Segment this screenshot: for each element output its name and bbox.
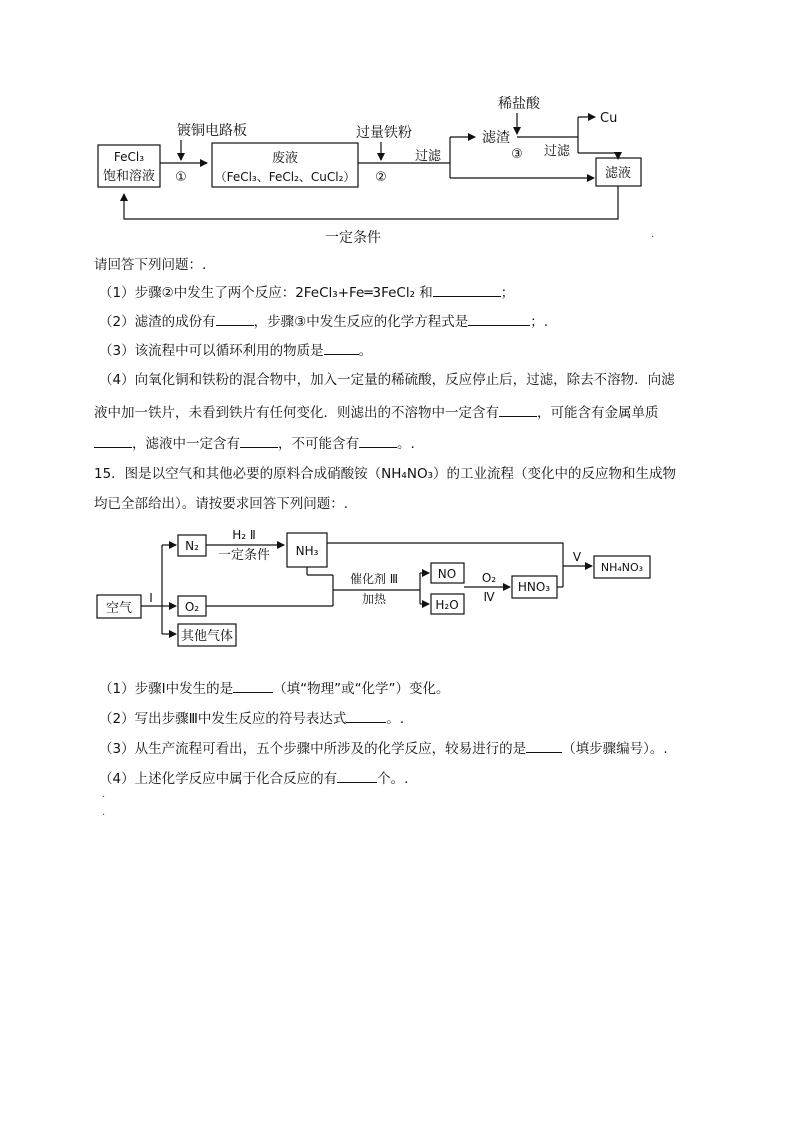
saturated-label: 饱和溶液 xyxy=(102,169,156,184)
q15-part4-end: 个。. xyxy=(377,771,409,787)
answer-blank[interactable] xyxy=(233,680,273,693)
q14-part4-line2-end: ，可能含有金属单质 xyxy=(537,405,659,421)
q14-part2 xyxy=(99,313,548,331)
o2-label: O₂ xyxy=(184,600,200,614)
answer-blank[interactable] xyxy=(337,770,377,783)
q15-part2-end: 。. xyxy=(386,711,405,727)
residue-label: 滤渣 xyxy=(482,130,510,146)
q15-part4-text: （4）上述化学反应中属于化合反应的有 xyxy=(99,771,338,787)
filter1-label: 过滤 xyxy=(414,149,442,164)
q14-part4-line3-a: ，滤液中一定含有 xyxy=(132,436,240,452)
q15-part1-text: （1）步骤Ⅰ中发生的是 xyxy=(99,681,234,697)
recycle-loop xyxy=(124,186,618,219)
stray-mark: · xyxy=(102,810,106,821)
q15-part2 xyxy=(99,710,404,728)
nh4no3-label: NH₄NO₃ xyxy=(600,561,644,574)
hno3-label: HNO₃ xyxy=(517,580,551,594)
q14-part4-line3-c: 。. xyxy=(397,436,415,452)
q14-intro: 请回答下列问题：. xyxy=(94,257,207,273)
q14-part4-line1: （4）向氧化铜和铁粉的混合物中，加入一定量的稀硫酸，反应停止后，过滤，除去不溶物．向滤 xyxy=(99,372,675,388)
step-i-label: Ⅰ xyxy=(149,591,153,605)
answer-blank[interactable] xyxy=(359,435,397,448)
answer-blank[interactable] xyxy=(216,313,254,326)
flow-diagram-1 xyxy=(0,0,800,260)
o2-step-label: O₂ xyxy=(481,571,497,585)
no-label: NO xyxy=(437,567,457,581)
q14-part3-end: 。 xyxy=(358,343,373,359)
q14-part4-line2-text: 液中加一铁片，未看到铁片有任何变化．则滤出的不溶物中一定含有 xyxy=(94,405,499,421)
dilute-hcl-label: 稀盐酸 xyxy=(498,96,540,112)
q14-part4-line3-b: ，不可能含有 xyxy=(278,436,359,452)
q14-part3 xyxy=(99,342,372,360)
answer-blank[interactable] xyxy=(346,710,386,723)
answer-blank[interactable] xyxy=(526,740,562,753)
step2-label: ② xyxy=(375,170,387,185)
q15-part2-text: （2）写出步骤Ⅲ中发生反应的符号表达式 xyxy=(99,711,347,727)
q15-part3 xyxy=(99,740,668,758)
step1-label: ① xyxy=(175,170,187,185)
condition-label: 一定条件 xyxy=(325,230,381,246)
answer-blank[interactable] xyxy=(499,404,537,417)
cu-label: Cu xyxy=(600,111,618,126)
step3-label: ③ xyxy=(511,147,523,162)
excess-iron-label: 过量铁粉 xyxy=(356,125,412,141)
stray-mark: · xyxy=(102,792,106,803)
h2-ii-label: H₂ Ⅱ xyxy=(232,528,256,542)
q14-part2-text: （2）滤渣的成份有 xyxy=(99,314,216,330)
q15-part4 xyxy=(99,770,408,788)
flow-diagram-2 xyxy=(0,520,800,660)
answer-blank[interactable] xyxy=(240,435,278,448)
q15-part3-end: （填步骤编号）。. xyxy=(562,741,668,757)
copper-board-label: 镀铜电路板 xyxy=(177,123,247,139)
q14-part2-mid: ，步骤③中发生反应的化学方程式是 xyxy=(253,314,469,330)
answer-blank[interactable] xyxy=(324,342,359,355)
catalyst-label: 催化剂 Ⅲ xyxy=(349,572,399,586)
nh3-label: NH₃ xyxy=(295,544,319,558)
step-iv-label: Ⅳ xyxy=(483,590,495,604)
q14-part2-end: ；. xyxy=(530,314,548,330)
waste-label: 废液 xyxy=(271,151,299,166)
q15-part1 xyxy=(99,680,450,698)
h2o-label: H₂O xyxy=(435,598,459,612)
other-gas-label: 其他气体 xyxy=(180,629,234,644)
q15-part1-end: （填“物理”或“化学”）变化。 xyxy=(273,681,450,697)
q14-part4-line3 xyxy=(94,435,415,453)
waste-formula-label: （FeCl₃、FeCl₂、CuCl₂） xyxy=(214,170,356,184)
air-label: 空气 xyxy=(105,601,133,616)
answer-blank[interactable] xyxy=(94,435,132,448)
answer-blank[interactable] xyxy=(468,313,530,326)
q15-line1: 15．图是以空气和其他必要的原料合成硝酸铵（NH₄NO₃）的工业流程（变化中的反应物和生成物 xyxy=(94,466,676,482)
q15-line2: 均已全部给出）。请按要求回答下列问题：. xyxy=(94,496,349,512)
q14-part1-text: （1）步骤②中发生了两个反应：2FeCl₃+Fe═3FeCl₂ 和 xyxy=(99,285,433,301)
filtrate-label: 滤液 xyxy=(604,166,632,181)
stray-mark: · xyxy=(651,232,655,243)
q15-part3-text: （3）从生产流程可看出，五个步骤中所涉及的化学反应，较易进行的是 xyxy=(99,741,527,757)
q14-part3-text: （3）该流程中可以循环利用的物质是 xyxy=(99,343,324,359)
n2-label: N₂ xyxy=(185,539,199,553)
answer-blank[interactable] xyxy=(433,284,501,297)
q14-part1-end: ； xyxy=(500,285,515,301)
condition2-label: 一定条件 xyxy=(217,548,271,563)
filter2-label: 过滤 xyxy=(543,144,571,159)
q14-part4-line2 xyxy=(94,404,659,422)
fecl3-label: FeCl₃ xyxy=(113,150,145,164)
heat-label: 加热 xyxy=(361,592,387,606)
step-v-label: Ⅴ xyxy=(572,550,582,564)
q14-part1 xyxy=(99,284,514,302)
